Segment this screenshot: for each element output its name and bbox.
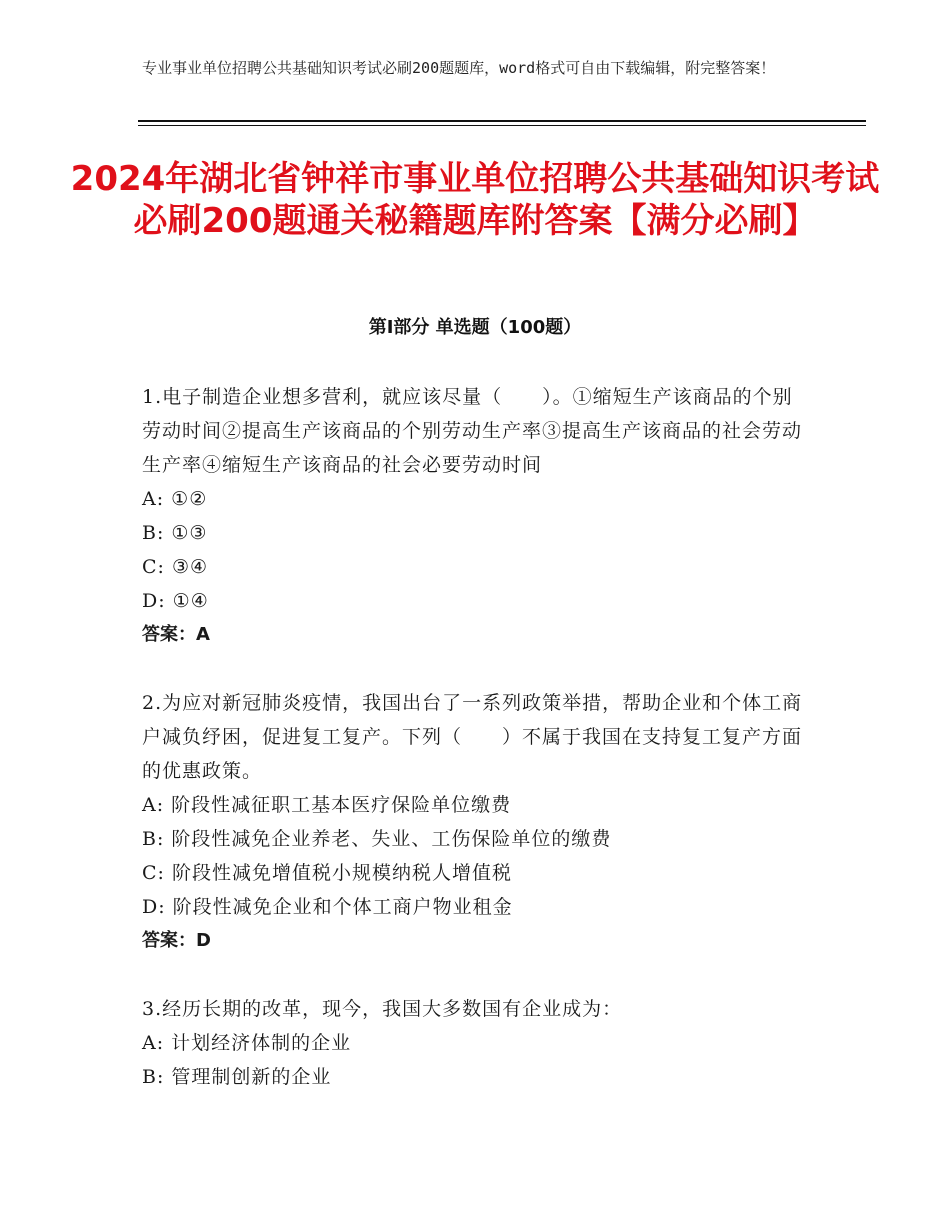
- option-c: C: 阶段性减免增值税小规模纳税人增值税: [142, 862, 512, 884]
- answer: 答案：A: [142, 624, 210, 645]
- option-b: B: ①③: [142, 522, 208, 544]
- option-a: A: 计划经济体制的企业: [142, 1032, 352, 1054]
- question-stem: 1.电子制造企业想多营利，就应该尽量（ ）。①缩短生产该商品的个别劳动时间②提高生产该商品的个别劳动生产率③提高生产该商品的社会劳动生产率④缩短生产该商品的社会必要劳动时间: [142, 386, 803, 476]
- option-d: D: ①④: [142, 590, 209, 612]
- question-stem: 3.经历长期的改革，现今，我国大多数国有企业成为：: [142, 998, 623, 1020]
- question-list: [142, 380, 812, 1128]
- question-stem: 2.为应对新冠肺炎疫情，我国出台了一系列政策举措，帮助企业和个体工商户减负纾困，促进复工复产。下列（ ）不属于我国在支持复工复产方面的优惠政策。: [142, 692, 803, 782]
- question-2: [142, 686, 812, 958]
- option-c: C: ③④: [142, 556, 209, 578]
- option-a: A: ①②: [142, 488, 208, 510]
- option-a: A: 阶段性减征职工基本医疗保险单位缴费: [142, 794, 512, 816]
- option-b: B: 管理制创新的企业: [142, 1066, 332, 1088]
- option-b: B: 阶段性减免企业养老、失业、工伤保险单位的缴费: [142, 828, 612, 850]
- document-header-note: 专业事业单位招聘公共基础知识考试必刷200题题库，word格式可自由下载编辑，附完整答案！: [142, 59, 776, 77]
- section-heading: 第Ⅰ部分 单选题（100题）: [368, 317, 582, 338]
- answer: 答案：D: [142, 930, 211, 951]
- option-d: D: 阶段性减免企业和个体工商户物业租金: [142, 896, 513, 918]
- header-rule-thick: [138, 120, 866, 122]
- header-rule-thin: [138, 125, 866, 126]
- document-title: 2024年湖北省钟祥市事业单位招聘公共基础知识考试必刷200题通关秘籍题库附答案【满分必刷】: [70, 159, 880, 241]
- question-1: [142, 380, 812, 652]
- question-3: [142, 992, 812, 1094]
